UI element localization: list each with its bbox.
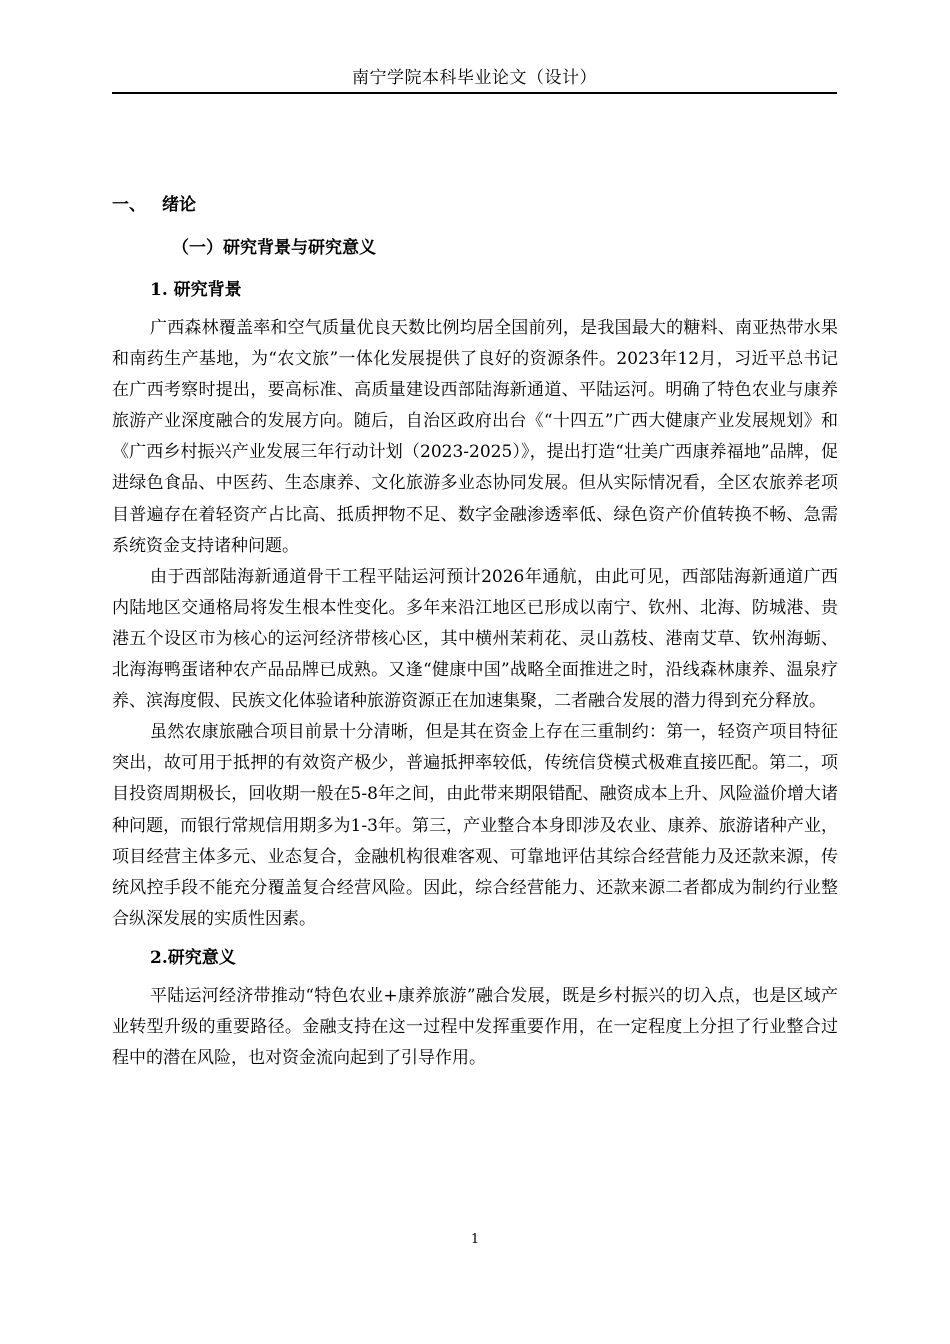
section-heading <box>112 190 838 220</box>
heading-research-background: 1. 研究背景 <box>150 280 242 300</box>
page-content <box>112 190 838 1074</box>
paragraph: 由于西部陆海新通道骨干工程平陆运河预计2026年通航，由此可见，西部陆海新通道广西内陆地区交通格局将发生根本性变化。多年来沿江地区已形成以南宁、钦州、北海、防城港、贵港五个设区市为核心的运河经济带核心区，其中横州茉莉花、灵山荔枝、港南艾草、钦州海蛎、北海海鸭蛋诸种农产品品牌已成熟。又逢“健康中国”战略全面推进之时，沿线森林康养、温泉疗养、滨海度假、民族文化体验诸种旅游资源正在加速集聚，二者融合发展的潜力得到充分释放。 <box>112 566 838 712</box>
paragraph: 虽然农康旅融合项目前景十分清晰，但是其在资金上存在三重制约：第一，轻资产项目特征突出，故可用于抵押的有效资产极少，普遍抵押率较低，传统信贷模式极难直接匹配。第二，项目投资周期极长，回收期一般在5-8年之间，由此带来期限错配、融资成本上升、风险溢价增大诸种问题，而银行常规信用期多为1-3年。第三，产业整合本身即涉及农业、康养、旅游诸种产业，项目经营主体多元、业态复合，金融机构很难客观、可靠地评估其综合经营能力及还款来源，传统风控手段不能充分覆盖复合经营风险。因此，综合经营能力、还款来源二者都成为制约行业整合纵深发展的实质性因素。 <box>112 722 838 929</box>
subsection-heading: （一）研究背景与研究意义 <box>172 238 376 258</box>
heading-research-significance: 2.研究意义 <box>150 947 236 968</box>
page-header: 南宁学院本科毕业论文（设计） <box>352 68 597 88</box>
paragraph: 广西森林覆盖率和空气质量优良天数比例均居全国前列，是我国最大的糖料、南亚热带水果和南药生产基地，为“农文旅”一体化发展提供了良好的资源条件。2023年12月，习近平总书记在广西考察时提出，要高标准、高质量建设西部陆海新通道、平陆运河。明确了特色农业与康养旅游产业深度融合的发展方向。随后，自治区政府出台《“十四五”广西大健康产业发展规划》和《广西乡村振兴产业发展三年行动计划（2023-2025）》，提出打造“壮美广西康养福地”品牌，促进绿色食品、中医药、生态康养、文化旅游多业态协同发展。但从实际情况看，全区农旅养老项目普遍存在着轻资产占比高、抵质押物不足、数字金融渗透率低、绿色资产价值转换不畅、急需系统资金支持诸种问题。 <box>112 318 838 556</box>
page-number: 1 <box>470 1232 480 1247</box>
section-title: 绪论 <box>162 195 196 215</box>
header-rule <box>112 92 837 94</box>
paragraph: 平陆运河经济带推动“特色农业+康养旅游”融合发展，既是乡村振兴的切入点，也是区域产业转型升级的重要路径。金融支持在这一过程中发挥重要作用，在一定程度上分担了行业整合过程中的潜在风险，也对资金流向起到了引导作用。 <box>112 985 838 1069</box>
section-number: 一、 <box>112 195 146 215</box>
